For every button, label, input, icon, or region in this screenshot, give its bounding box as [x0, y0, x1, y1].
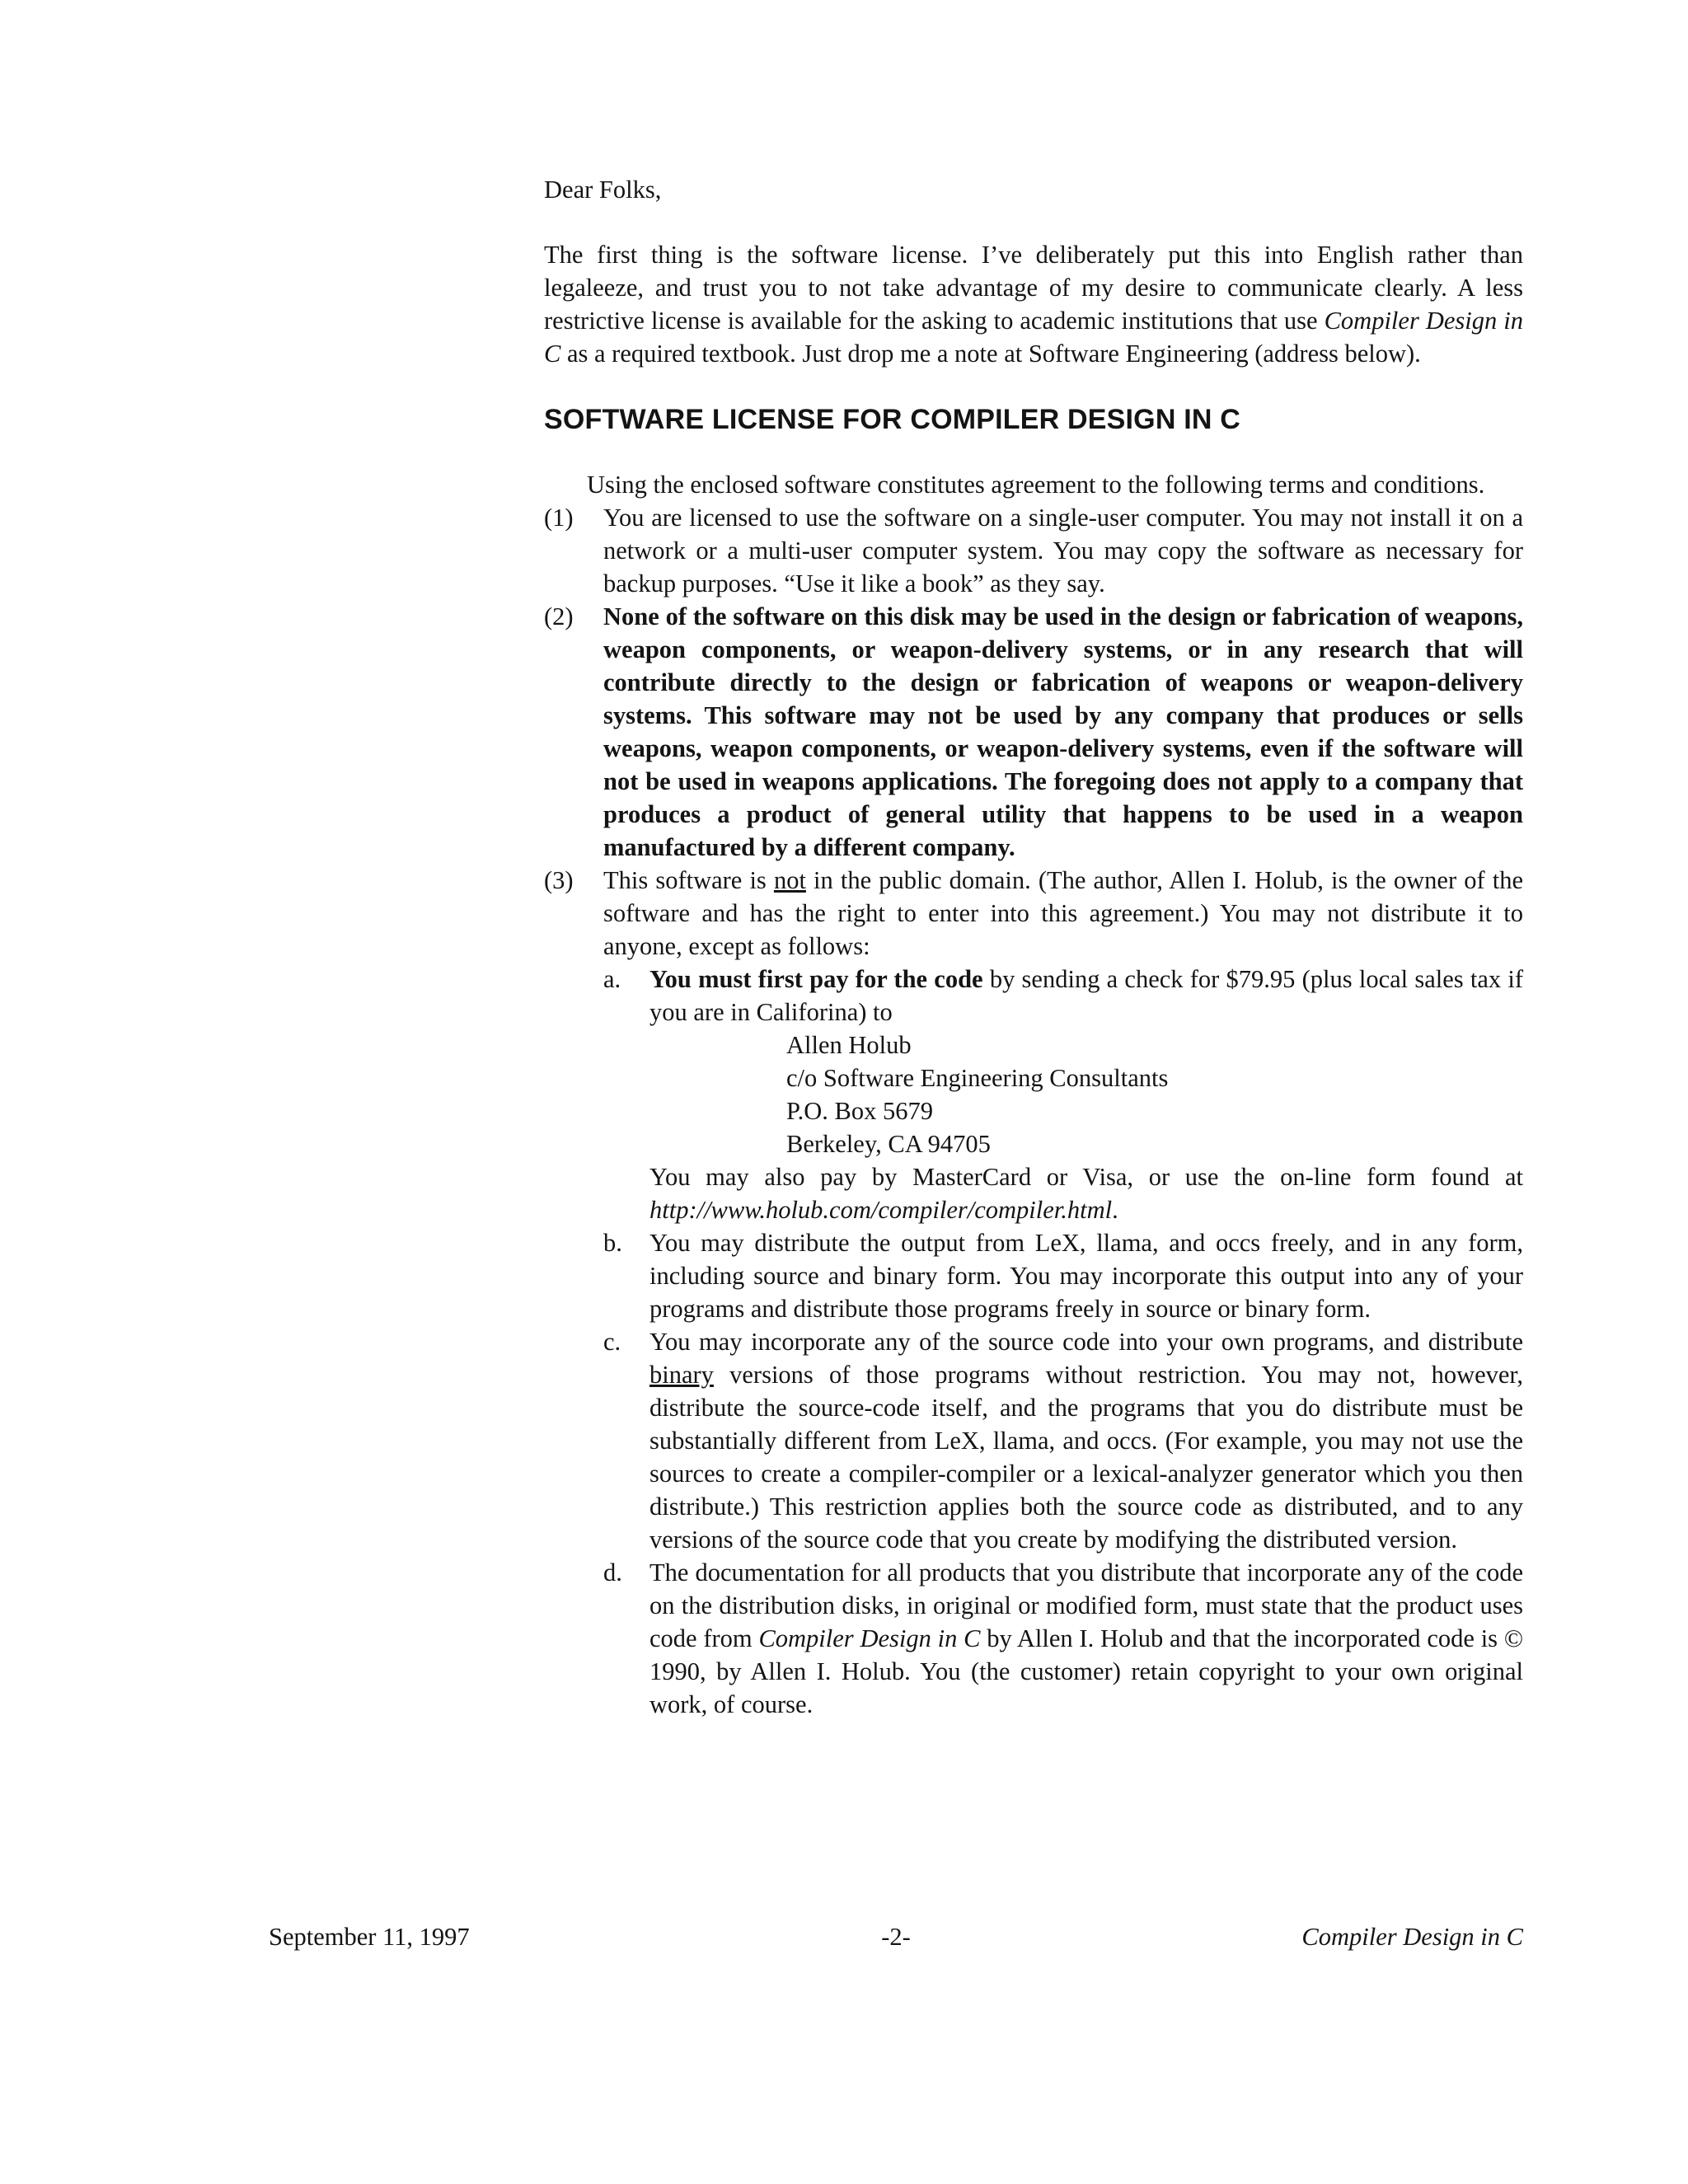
item-number: (3)	[544, 866, 574, 894]
sub-item-letter: b.	[603, 1229, 622, 1257]
page-number: -2-	[881, 1923, 911, 1951]
payment-text: by sending a check for $79.95 (plus local sales tax if you are in Califorina) to	[649, 965, 1524, 1026]
item-text	[603, 864, 1523, 1721]
sub-d-text-before: The documentation for all products that you distribute that incorporate any of the code on the distribution disks, in original or modified form, must state that the product uses code from	[649, 1558, 1523, 1652]
sub-c-text-after: versions of those programs without restriction. You may not, however, distribute the source-code itself, and the programs that you do distribute must be substantially different from LeX, llama, and occs. (For example, you may not use the sources to create a compiler-compiler or a lexical-analyzer generator which you then distribute.) This restriction applies both the source code as distributed, and to any versions of the source code that you create by modifying the distributed version.	[649, 1361, 1523, 1554]
sub-item-text	[649, 963, 1523, 1226]
sub-d-book-title: Compiler Design in C	[758, 1624, 981, 1652]
sub-item-letter: d.	[603, 1558, 622, 1586]
sub-item-letter: c.	[603, 1328, 621, 1356]
address-line: Berkeley, CA 94705	[786, 1130, 991, 1158]
alternate-payment-end: .	[1112, 1196, 1118, 1224]
alternate-payment	[649, 1160, 1523, 1226]
address-line: c/o Software Engineering Consultants	[786, 1064, 1169, 1092]
sub-item-a	[603, 963, 1523, 1226]
sub-c-text-before: You may incorporate any of the source code into your own programs, and distribute	[649, 1328, 1523, 1356]
intro-paragraph	[544, 238, 1523, 370]
underlined-binary: binary	[649, 1361, 714, 1389]
item-text: You are licensed to use the software on a single-user computer. You may not install it on a network or a multi-user computer system. You may copy the software as necessary for backup purposes. “Use it like a book” as they say.	[603, 504, 1523, 598]
underlined-not: not	[773, 866, 806, 894]
sub-d-text-after: by Allen I. Holub and that the incorporated code is © 1990, by Allen I. Holub. You (the customer) retain copyright to your own original work, of course.	[649, 1624, 1523, 1718]
footer-date: September 11, 1997	[269, 1923, 470, 1951]
sub-item-text: You may distribute the output from LeX, llama, and occs freely, and in any form, including source and binary form. You may incorporate this output into any of your programs and distribute those programs freely in source or binary form.	[649, 1229, 1523, 1323]
item-3-text-before: This software is	[603, 866, 774, 894]
item-number: (1)	[544, 504, 574, 532]
sub-item-d	[603, 1556, 1523, 1721]
alternate-payment-text: You may also pay by MasterCard or Visa, or use the on-line form found at	[649, 1163, 1523, 1191]
payment-bold: You must first pay for the code	[649, 965, 983, 993]
order-form-url: http://www.holub.com/compiler/compiler.html	[649, 1196, 1113, 1224]
license-heading: SOFTWARE LICENSE FOR COMPILER DESIGN IN C	[544, 404, 1241, 435]
letter-body	[544, 173, 1523, 1721]
sub-item-c	[603, 1325, 1523, 1556]
item-3-text-after: in the public domain. (The author, Allen I. Holub, is the owner of the software and has the right to enter into this agreement.) You may not distribute it to anyone, except as follows:	[603, 866, 1523, 960]
license-item-2	[544, 600, 1523, 864]
intro-book-title: Compiler Design in C	[544, 307, 1523, 368]
intro-text-2: as a required textbook. Just drop me a note at Software Engineering (address below).	[560, 340, 1421, 368]
license-item-3	[544, 864, 1523, 1721]
page-footer	[269, 1920, 1523, 1953]
sub-item-b	[603, 1226, 1523, 1325]
mailing-address	[649, 1029, 1523, 1160]
payment-terms	[649, 963, 1523, 1029]
license-item-1	[544, 501, 1523, 600]
address-line: P.O. Box 5679	[786, 1097, 933, 1125]
weapons-clause: None of the software on this disk may be used in the design or fabrication of weapons, weapon components, or weapon-delivery systems, or in any research that will contribute directly to the design or fabrication of weapons or weapon-delivery systems. This software may not be used by any company that produces or sells weapons, weapon components, or weapon-delivery systems, even if the software will not be used in weapons applications. The foregoing does not apply to a company that produces a product of general utility that happens to be used in a weapon manufactured by a different company.	[603, 602, 1523, 861]
item-number: (2)	[544, 602, 574, 630]
item-3-intro	[603, 864, 1523, 963]
item-text	[603, 600, 1523, 864]
sub-item-text	[649, 1556, 1523, 1721]
salutation: Dear Folks,	[544, 176, 662, 204]
footer-book-title: Compiler Design in C	[1301, 1923, 1523, 1951]
sub-item-letter: a.	[603, 965, 621, 993]
sub-item-text	[649, 1325, 1523, 1556]
license-preamble: Using the enclosed software constitutes agreement to the following terms and conditions.	[587, 471, 1485, 499]
intro-text-1: The first thing is the software license. I’ve deliberately put this into English rather than legaleeze, and trust you to not take advantage of my desire to communicate clearly. A less restrictive license is available for the asking to academic institutions that use	[544, 241, 1523, 335]
address-line: Allen Holub	[786, 1031, 912, 1059]
